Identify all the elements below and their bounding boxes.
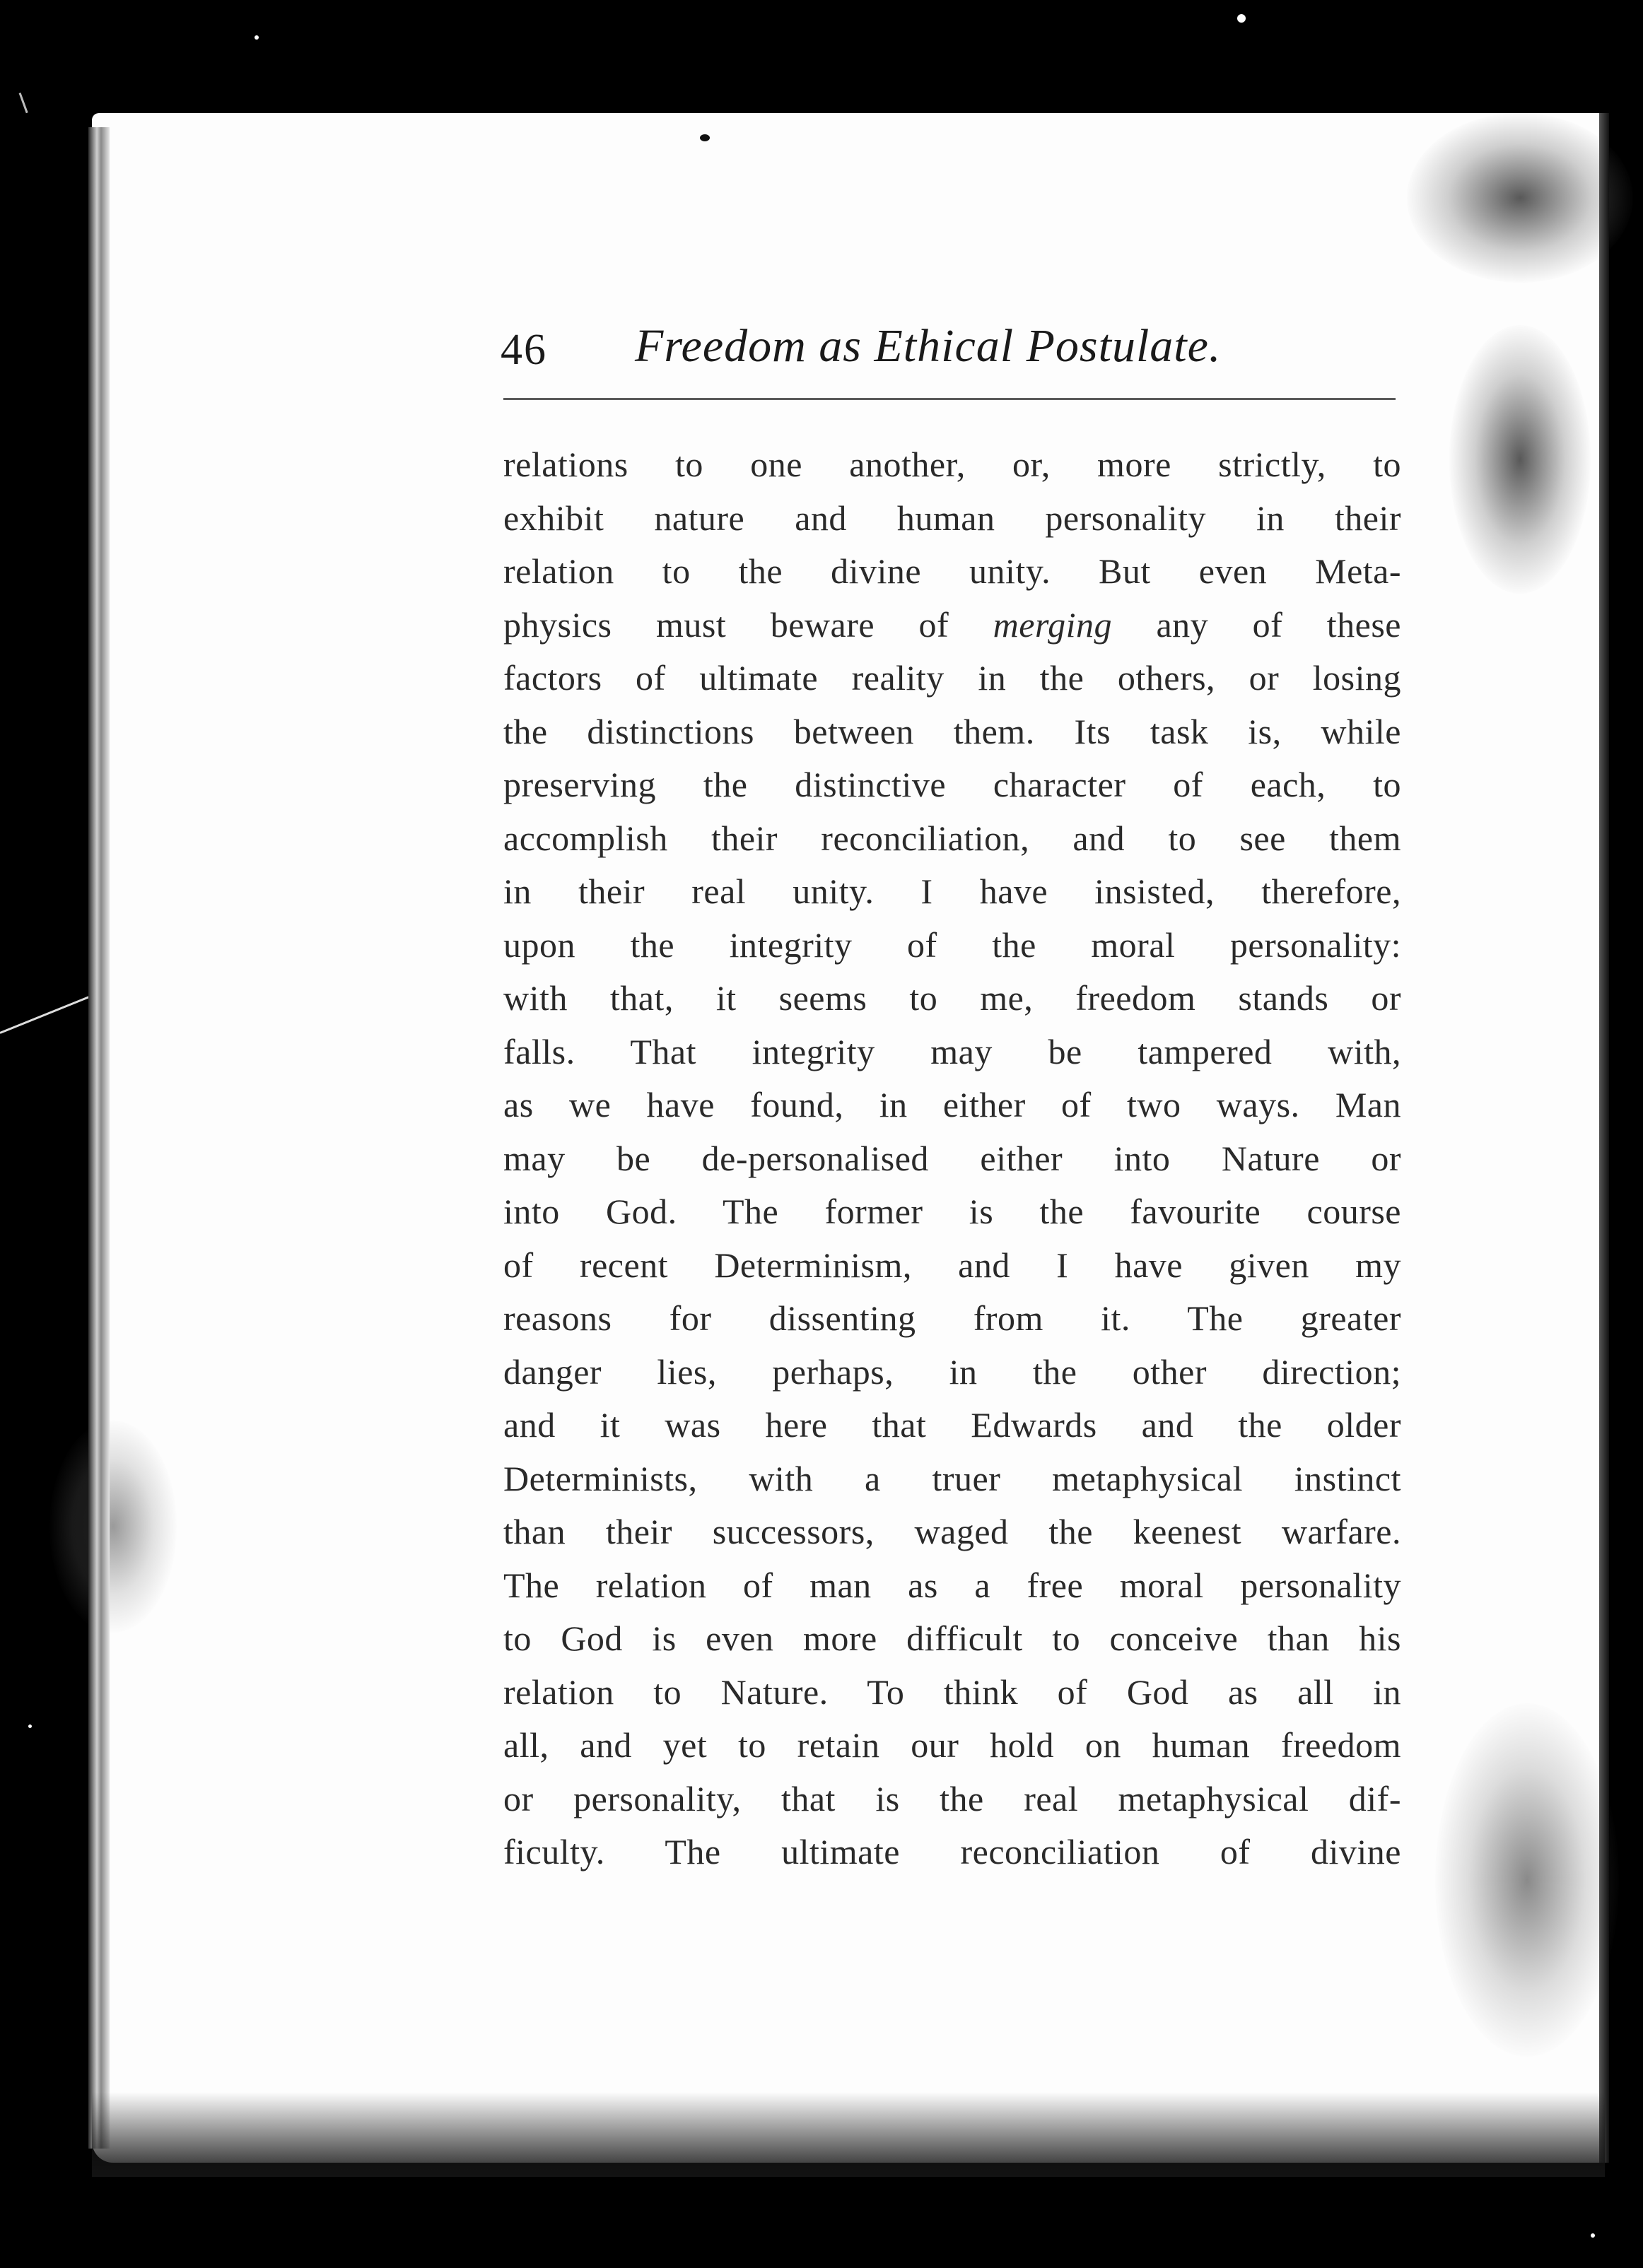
body-paragraph (503, 438, 1401, 1879)
text-line: all, and yet to retain our hold on human freedom (503, 1725, 1401, 1765)
page-edge-right (1599, 113, 1609, 2163)
dust-speck (1237, 14, 1246, 23)
text-line: than their successors, waged the keenest warfare. (503, 1512, 1401, 1551)
running-title: Freedom as Ethical Postulate. (635, 320, 1222, 372)
text-line: relation to Nature. To think of God as all in (503, 1671, 1401, 1712)
text-line: exhibit nature and human personality in their (503, 498, 1401, 538)
text-line: factors of ultimate reality in the others, or losing (503, 658, 1401, 698)
text-line: Determinists, with a truer metaphysical instinct (503, 1458, 1401, 1498)
smudge-left-margin (49, 1421, 177, 1633)
page-edge-left (88, 127, 110, 2149)
text-line: in their real unity. I have insisted, therefore, (503, 871, 1401, 911)
dust-speck (28, 1724, 32, 1728)
text-line: falls. That integrity may be tampered with, (503, 1031, 1401, 1071)
text-line: into God. The former is the favourite course (503, 1192, 1401, 1231)
bottom-shadow (92, 2092, 1605, 2177)
text-line: or personality, that is the real metaphysical dif- (503, 1778, 1401, 1818)
text-line: relations to one another, or, more strictly, to (503, 445, 1401, 484)
text-line: accomplish their reconciliation, and to see them (503, 818, 1401, 858)
text-line: ficulty. The ultimate reconciliation of divine (503, 1832, 1401, 1872)
text-line: The relation of man as a free moral personality (503, 1565, 1401, 1605)
dust-speck (1591, 2233, 1595, 2238)
text-line: and it was here that Edwards and the older (503, 1405, 1401, 1445)
page-number: 46 (501, 326, 547, 374)
text-line: of recent Determinism, and I have given my (503, 1245, 1401, 1285)
text-line: physics must beware of merging any of these (503, 604, 1401, 645)
smudge-right-margin (1449, 325, 1591, 594)
film-scratch (0, 992, 99, 1034)
header-rule (503, 398, 1396, 400)
text-line: danger lies, perhaps, in the other direction; (503, 1351, 1401, 1392)
text-line: preserving the distinctive character of each, to (503, 765, 1401, 804)
text-line: relation to the divine unity. But even Meta- (503, 551, 1401, 591)
text-line: may be de-personalised either into Nature or (503, 1138, 1401, 1178)
text-line: as we have found, in either of two ways. Man (503, 1085, 1401, 1124)
text-line: upon the integrity of the moral personality: (503, 924, 1401, 965)
text-line: with that, it seems to me, freedom stands or (503, 978, 1401, 1018)
dust-speck (255, 35, 259, 40)
text-line: reasons for dissenting from it. The greater (503, 1298, 1401, 1338)
text-line: to God is even more difficult to conceive than his (503, 1618, 1401, 1658)
film-scratch (19, 93, 28, 113)
text-line: the distinctions between them. Its task is, while (503, 711, 1401, 751)
ink-speck (700, 134, 710, 141)
emphasised-word: merging (993, 604, 1112, 645)
running-header (501, 319, 1395, 383)
smudge-bottom-right (1435, 1703, 1619, 2057)
